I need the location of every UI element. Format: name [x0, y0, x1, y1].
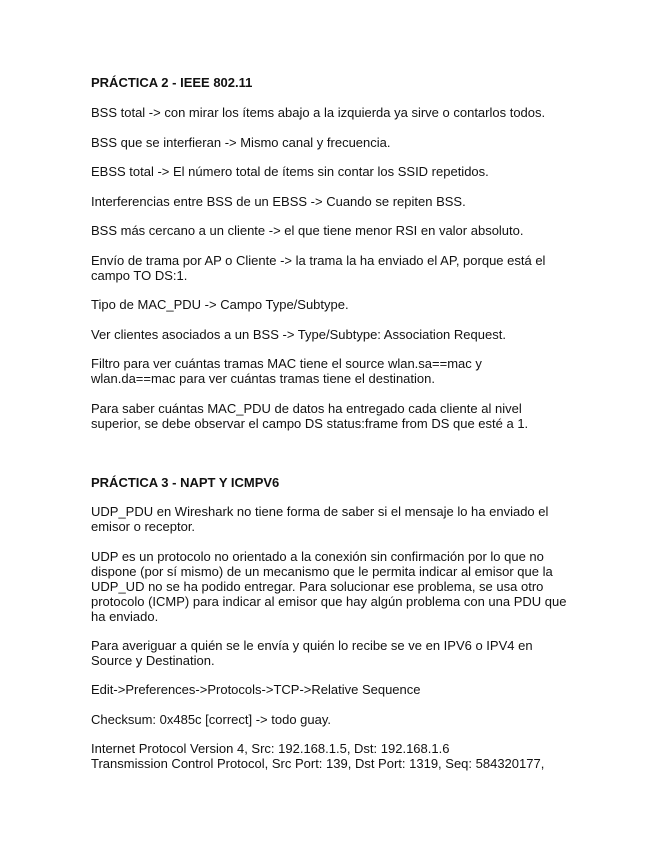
- text-line: dispone (por sí mismo) de un mecanismo que le permita indicar al emisor que la: [91, 564, 553, 579]
- text-line: Checksum: 0x485c [correct] -> todo guay.: [91, 712, 332, 727]
- text-line: protocolo (ICMP) para indicar al emisor que hay algún problema con una PDU que: [91, 594, 567, 609]
- paragraph: [91, 712, 571, 727]
- paragraph: [91, 164, 571, 179]
- paragraph: [91, 741, 571, 771]
- text-line: UDP es un protocolo no orientado a la conexión sin confirmación por lo que no: [91, 549, 544, 564]
- text-line: Source y Destination.: [91, 653, 215, 668]
- text-line: Para averiguar a quién se le envía y quién lo recibe se ve en IPV6 o IPV4 en: [91, 638, 533, 653]
- text-line: ha enviado.: [91, 609, 159, 624]
- text-line: Para saber cuántas MAC_PDU de datos ha entregado cada cliente al nivel: [91, 401, 522, 416]
- paragraph: [91, 401, 571, 431]
- paragraph: [91, 356, 571, 386]
- text-line: BSS total -> con mirar los ítems abajo a la izquierda ya sirve o contarlos todos.: [91, 105, 546, 120]
- text-line: BSS más cercano a un cliente -> el que tiene menor RSI en valor absoluto.: [91, 223, 524, 238]
- text-line: Ver clientes asociados a un BSS -> Type/Subtype: Association Request.: [91, 327, 506, 342]
- paragraph: [91, 223, 571, 238]
- section-title-practica-3: PRÁCTICA 3 - NAPT Y ICMPV6: [91, 475, 280, 490]
- text-line: emisor o receptor.: [91, 519, 196, 534]
- paragraph: [91, 682, 571, 697]
- paragraph: [91, 105, 571, 120]
- paragraph: [91, 194, 571, 209]
- text-line: Envío de trama por AP o Cliente -> la trama la ha enviado el AP, porque está el: [91, 253, 546, 268]
- text-line: campo TO DS:1.: [91, 268, 188, 283]
- text-line: Interferencias entre BSS de un EBSS -> Cuando se repiten BSS.: [91, 194, 466, 209]
- text-line: Tipo de MAC_PDU -> Campo Type/Subtype.: [91, 297, 349, 312]
- text-line: Internet Protocol Version 4, Src: 192.168.1.5, Dst: 192.168.1.6: [91, 741, 450, 756]
- paragraph: [91, 135, 571, 150]
- paragraph: [91, 504, 571, 534]
- text-line: Edit->Preferences->Protocols->TCP->Relative Sequence: [91, 682, 421, 697]
- text-line: UDP_PDU en Wireshark no tiene forma de saber si el mensaje lo ha enviado el: [91, 504, 549, 519]
- paragraph: [91, 253, 571, 283]
- paragraph: [91, 638, 571, 668]
- text-line: Transmission Control Protocol, Src Port: 139, Dst Port: 1319, Seq: 584320177,: [91, 756, 545, 771]
- paragraph: [91, 297, 571, 312]
- paragraph: [91, 549, 571, 624]
- paragraph: [91, 327, 571, 342]
- text-line: Filtro para ver cuántas tramas MAC tiene el source wlan.sa==mac y: [91, 356, 482, 371]
- text-line: superior, se debe observar el campo DS status:frame from DS que esté a 1.: [91, 416, 529, 431]
- text-line: wlan.da==mac para ver cuántas tramas tiene el destination.: [91, 371, 435, 386]
- text-line: UDP_UD no se ha podido entregar. Para solucionar ese problema, se usa otro: [91, 579, 544, 594]
- text-line: EBSS total -> El número total de ítems sin contar los SSID repetidos.: [91, 164, 489, 179]
- text-line: BSS que se interfieran -> Mismo canal y frecuencia.: [91, 135, 391, 150]
- section-title-practica-2: PRÁCTICA 2 - IEEE 802.11: [91, 75, 253, 90]
